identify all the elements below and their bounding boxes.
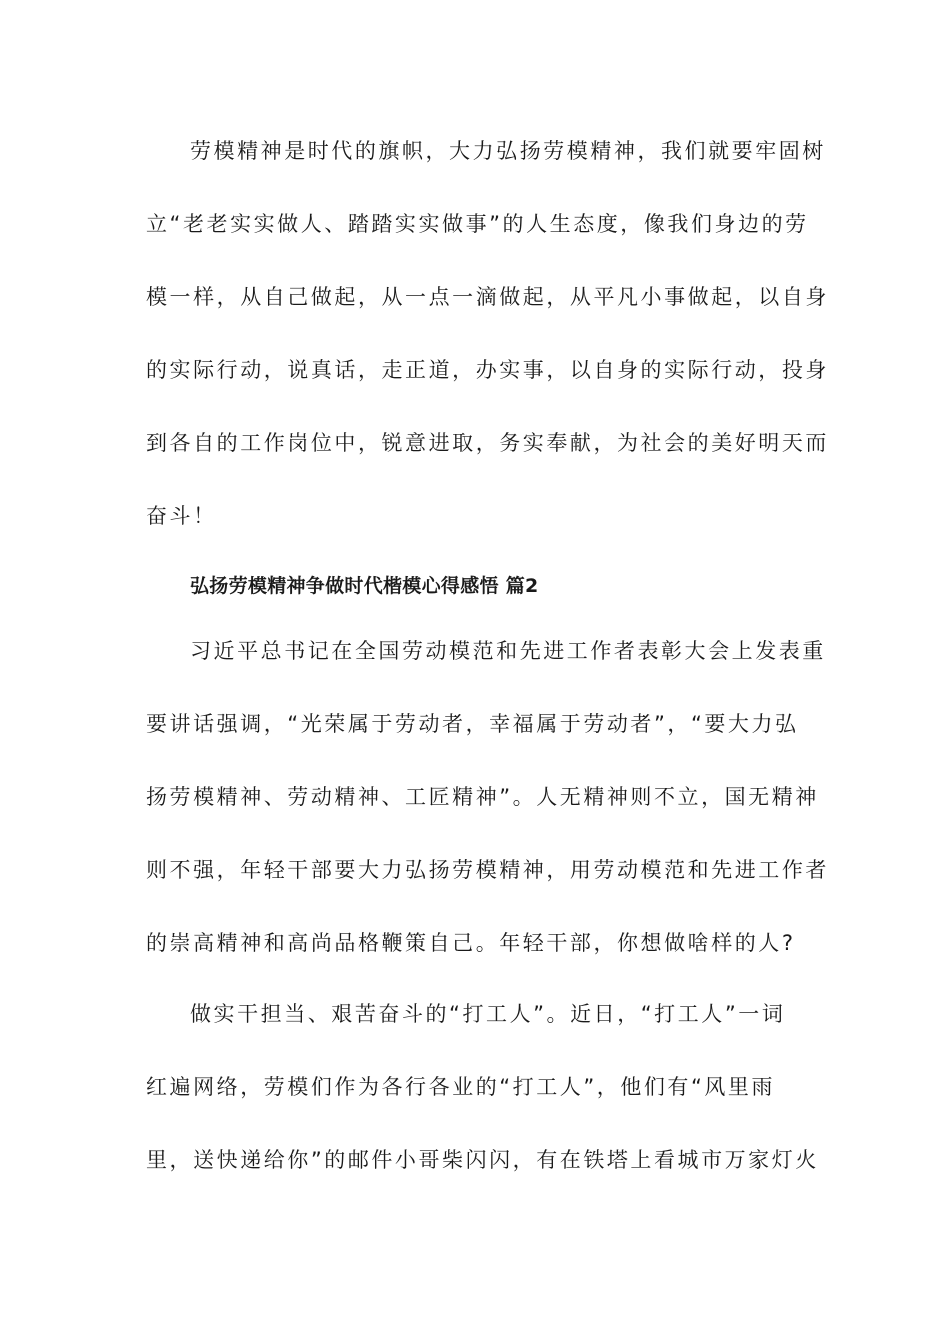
- paragraph-2-line-4: 则不强，年轻干部要大力弘扬劳模精神，用劳动模范和先进工作者: [146, 858, 829, 882]
- paragraph-3-line-3: 里，送快递给你”的邮件小哥柴闪闪，有在铁塔上看城市万家灯火: [146, 1148, 819, 1172]
- paragraph-2-line-3: 扬劳模精神、劳动精神、工匠精神”。人无精神则不立，国无精神: [146, 785, 819, 809]
- paragraph-1-line-1: 劳模精神是时代的旗帜，大力弘扬劳模精神，我们就要牢固树: [190, 139, 826, 163]
- paragraph-2-line-5: 的崇高精神和高尚品格鞭策自己。年轻干部，你想做啥样的人?: [146, 931, 796, 955]
- paragraph-1-line-2: 立“老老实实做人、踏踏实实做事”的人生态度，像我们身边的劳: [146, 212, 809, 236]
- paragraph-1-line-4: 的实际行动，说真话，走正道，办实事，以自身的实际行动，投身: [146, 358, 829, 382]
- paragraph-1-line-6: 奋斗！: [146, 504, 217, 528]
- paragraph-3-line-2: 红遍网络，劳模们作为各行各业的“打工人”，他们有“风里雨: [146, 1075, 776, 1099]
- section-heading: 弘扬劳模精神争做时代楷模心得感悟 篇2: [190, 575, 539, 597]
- paragraph-2-line-1: 习近平总书记在全国劳动模范和先进工作者表彰大会上发表重: [190, 639, 826, 663]
- paragraph-1-line-3: 模一样，从自己做起，从一点一滴做起，从平凡小事做起，以自身: [146, 285, 829, 309]
- paragraph-2-line-2: 要讲话强调，“光荣属于劳动者，幸福属于劳动者”，“要大力弘: [146, 712, 799, 736]
- paragraph-1-line-5: 到各自的工作岗位中，锐意进取，务实奉献，为社会的美好明天而: [146, 431, 829, 455]
- paragraph-3-line-1: 做实干担当、艰苦奋斗的“打工人”。近日，“打工人”一词: [190, 1002, 786, 1026]
